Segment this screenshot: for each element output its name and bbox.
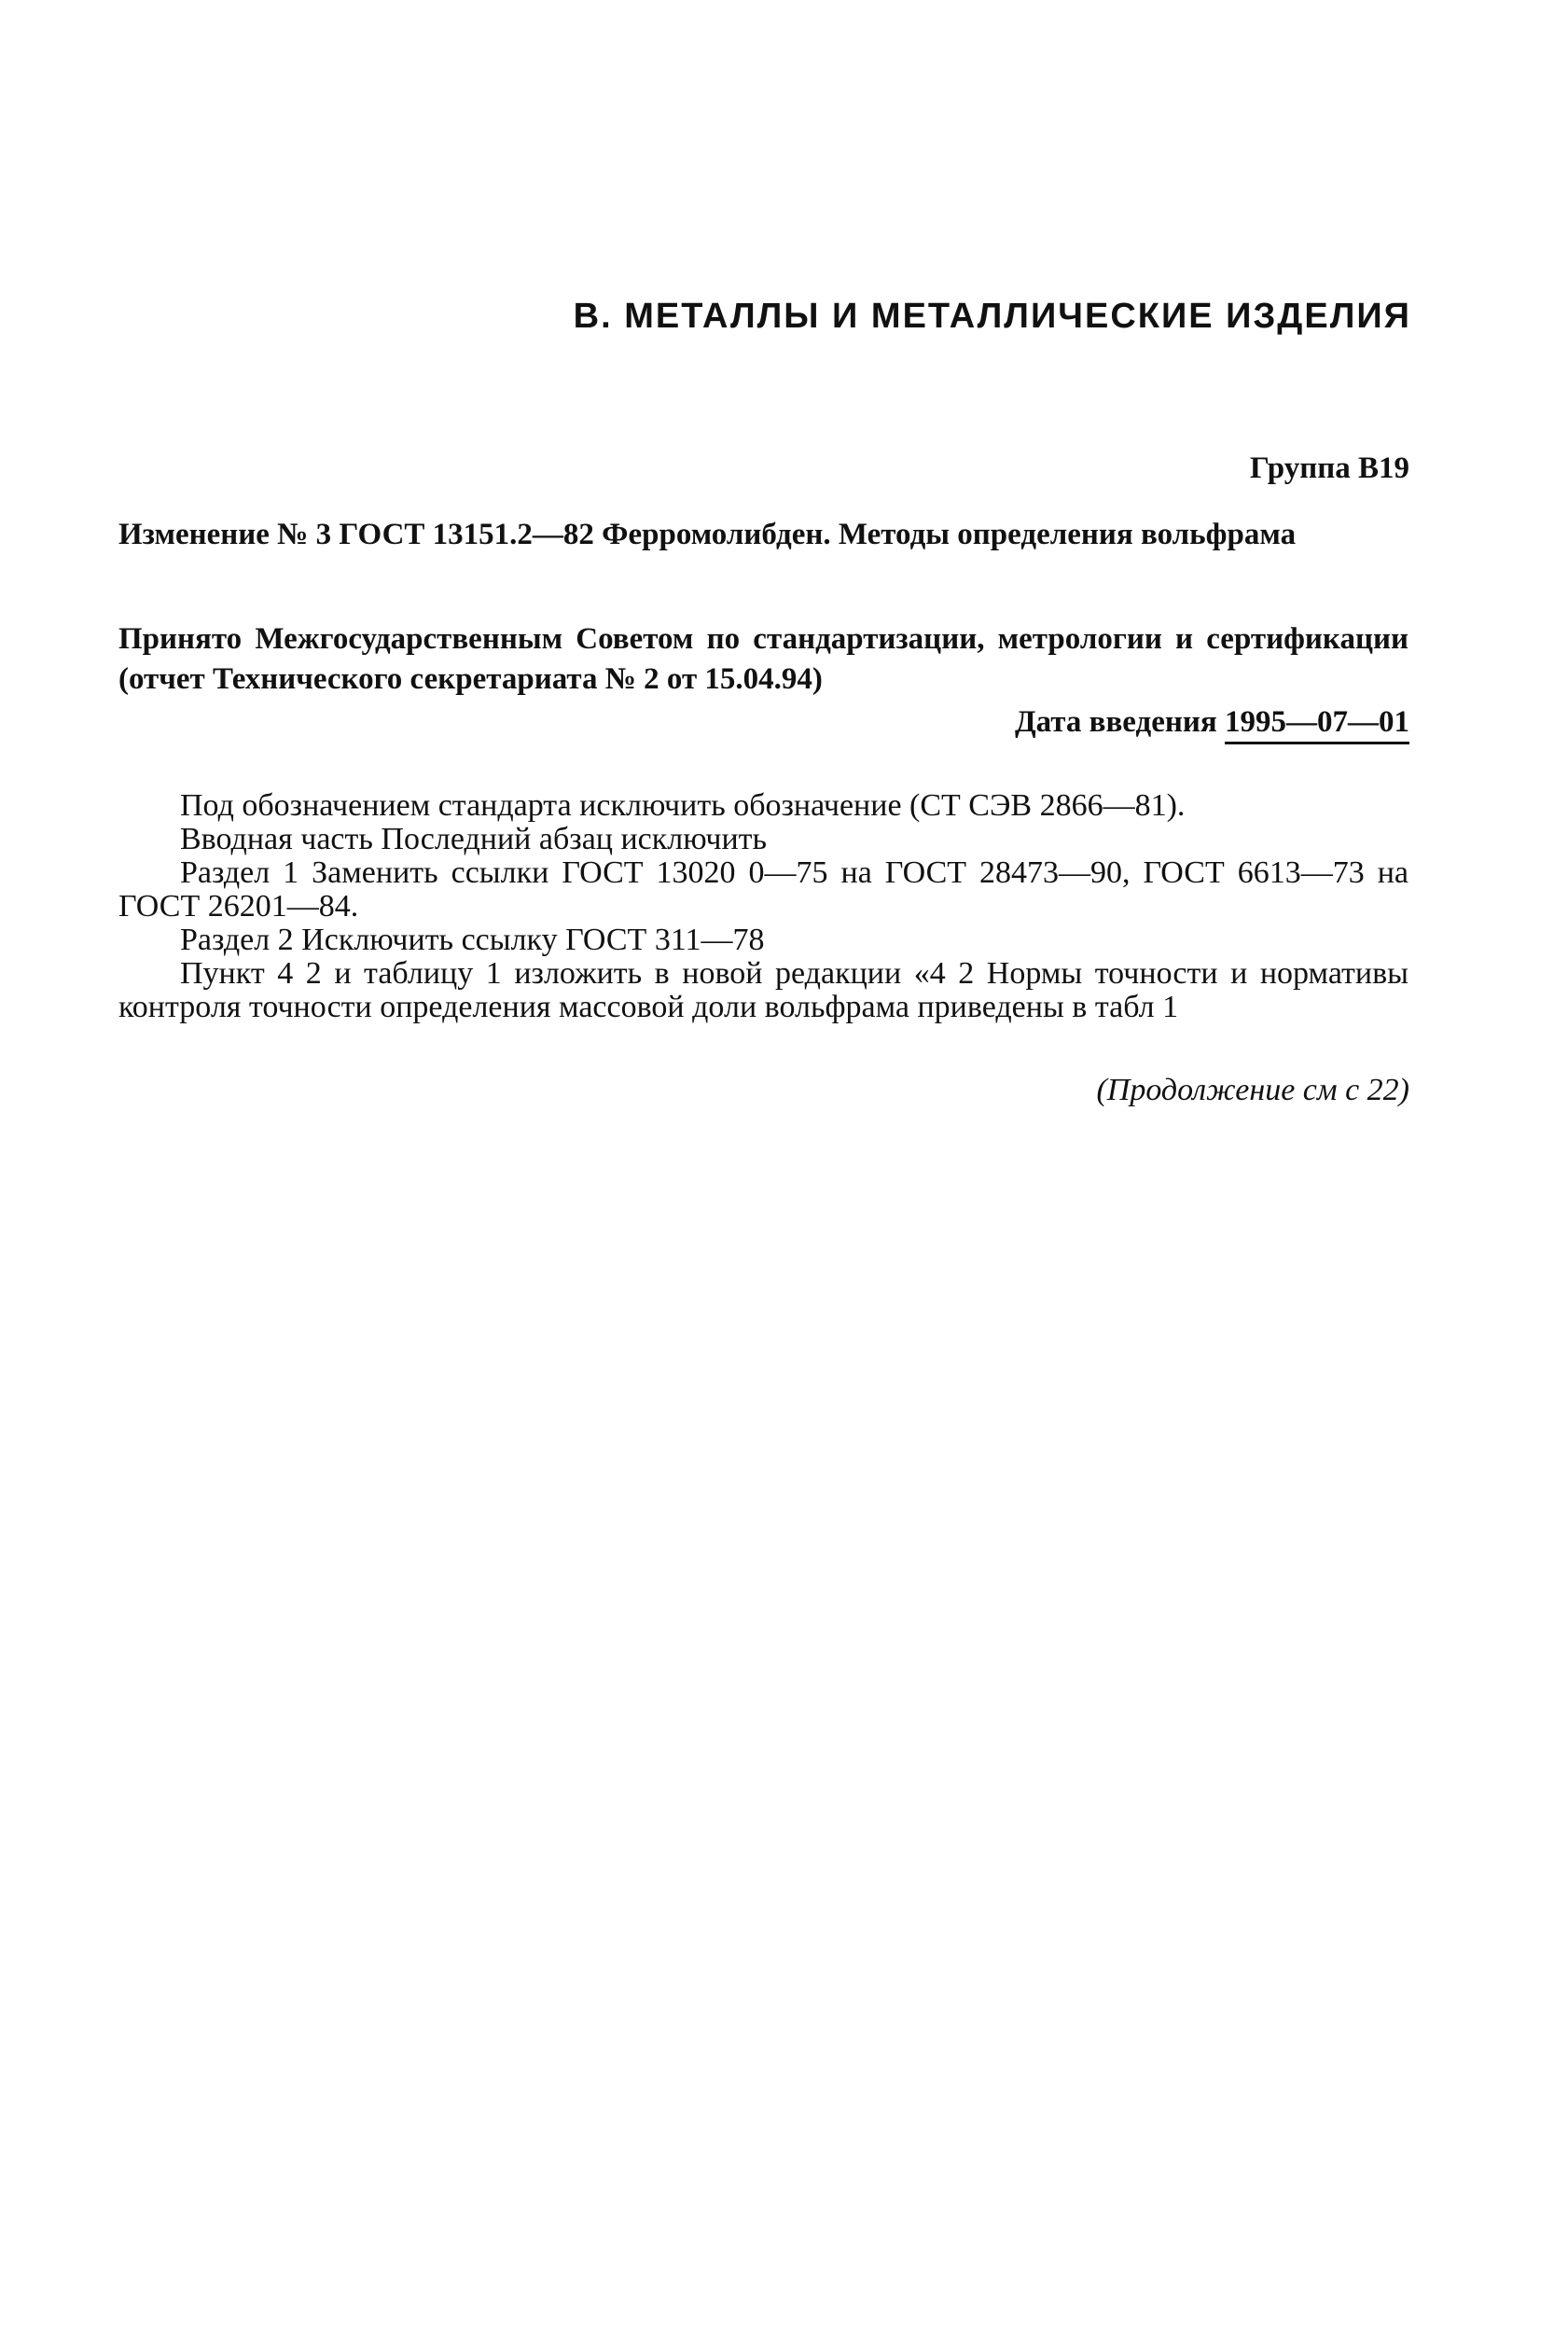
paragraph: Под обозначением стандарта исключить обозначение (СТ СЭВ 2866—81).: [180, 788, 1186, 823]
section-heading: В. МЕТАЛЛЫ И МЕТАЛЛИЧЕСКИЕ ИЗДЕЛИЯ: [573, 297, 1411, 336]
paragraph: Раздел 1 Заменить ссылки ГОСТ 13020 0—75 на ГОСТ 28473—90, ГОСТ 6613—73 на ГОСТ 26201—84.: [118, 855, 1408, 924]
intro-date: [1015, 705, 1409, 744]
paragraph: Раздел 2 Исключить ссылку ГОСТ 311—78: [180, 923, 765, 957]
intro-date-value: 1995—07—01: [1225, 705, 1409, 744]
group-label: Группа В19: [1249, 452, 1409, 485]
continuation-note: (Продолжение см с 22): [1096, 1073, 1409, 1107]
change-title: Изменение № 3 ГОСТ 13151.2—82 Ферромолибден. Методы определения вольфрама: [118, 518, 1297, 551]
body-text: [118, 789, 1408, 1024]
intro-date-label: Дата введения: [1014, 705, 1217, 739]
accepted-by-note: Принято Межгосударственным Советом по стандартизации, метрологии и сертификации (отчет Технического секретариата № 2 от 15.04.94): [118, 622, 1408, 696]
paragraph: Пункт 4 2 и таблицу 1 изложить в новой редакции «4 2 Нормы точности и нормативы контроля точности определения массовой доли вольфрама приведены в табл 1: [118, 956, 1408, 1024]
paragraph: Вводная часть Последний абзац исключить: [180, 822, 768, 856]
